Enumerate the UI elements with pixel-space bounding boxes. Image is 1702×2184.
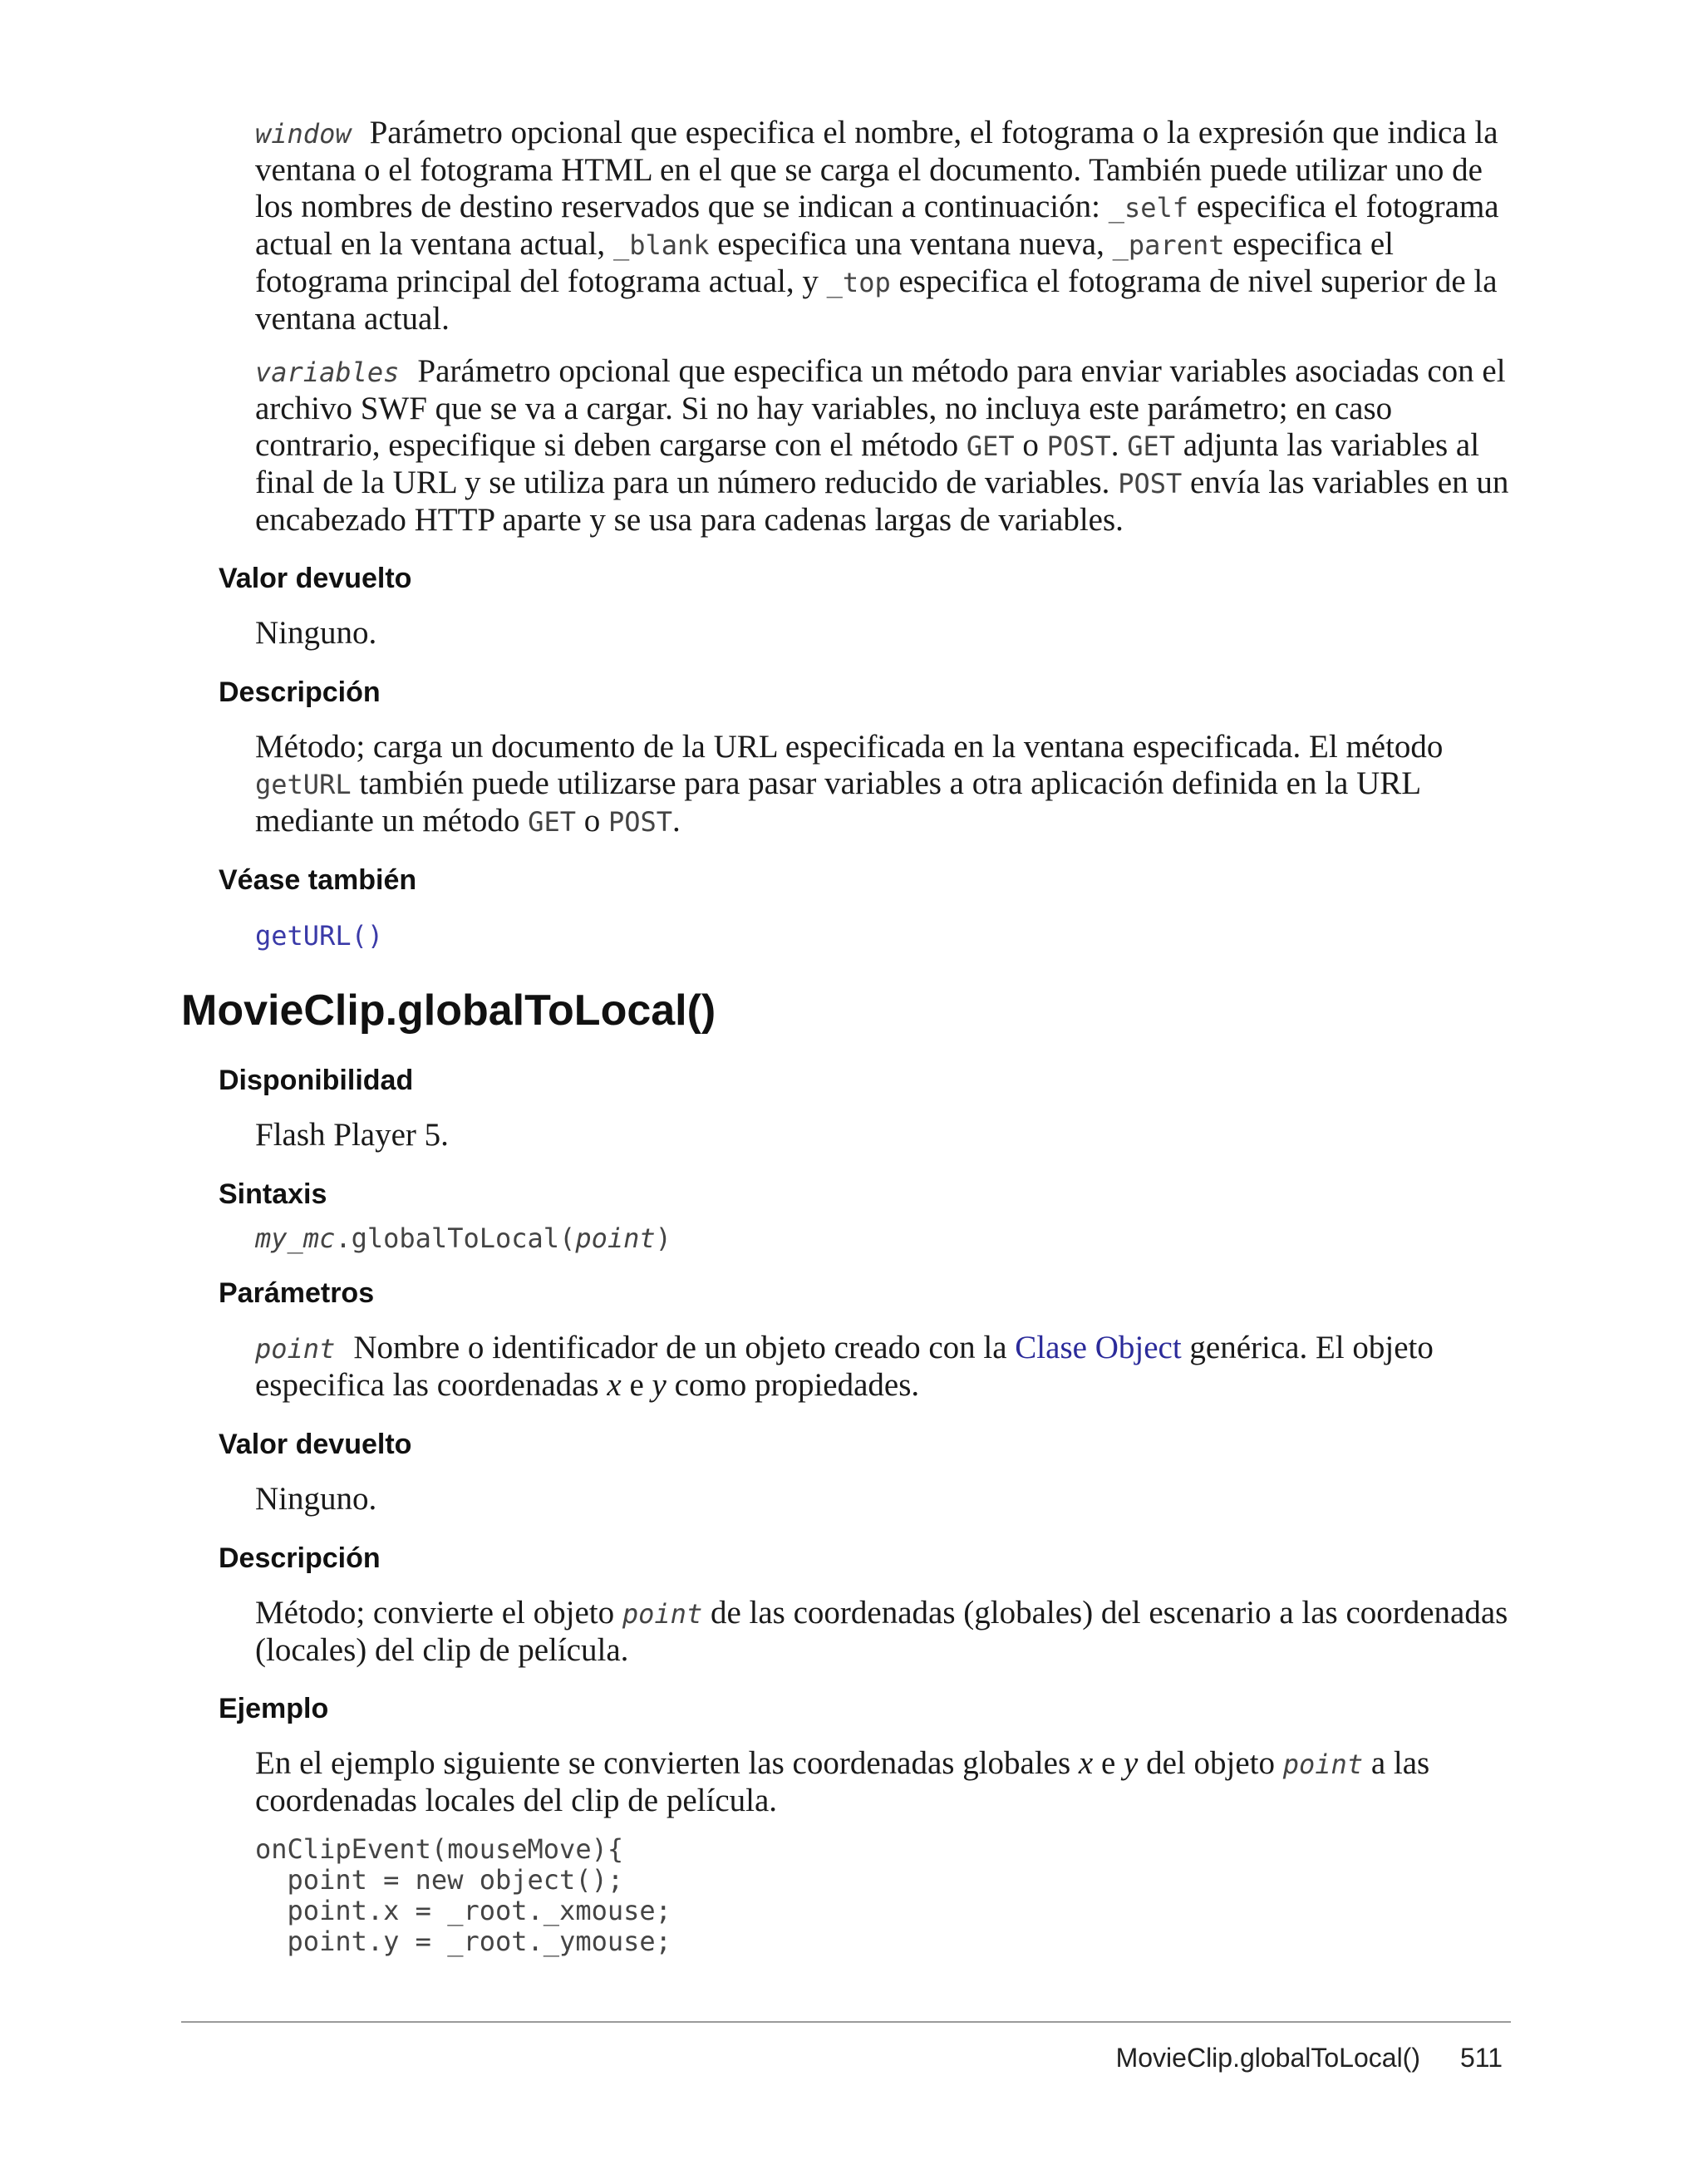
- param-name-variables: variables: [255, 357, 400, 388]
- footer-divider: [181, 2021, 1511, 2023]
- window-param-paragraph: window Parámetro opcional que especifica el nombre, el fotograma o la expresión que indica la ventana o el fotograma HTML en el que se carga el documento. También puede utilizar uno de los nombres de destino reservados que se indican a continuación: _self especifica el fotograma actual en la ventana actual, _blank especifica una ventana nueva, _parent especifica el fotograma principal del fotograma actual, y _top especifica el fotograma de nivel superior de la ventana actual.: [255, 115, 1499, 337]
- return-value-text-2: Ninguno.: [255, 1481, 377, 1517]
- footer-title: MovieClip.globalToLocal(): [1115, 2043, 1420, 2073]
- section-title: MovieClip.globalToLocal(): [181, 986, 716, 1035]
- param-name-window: window: [255, 118, 352, 150]
- class-object-link[interactable]: Clase Object: [1015, 1330, 1182, 1365]
- return-value-text: Ninguno.: [255, 615, 377, 651]
- return-value-heading: Valor devuelto: [219, 563, 412, 594]
- description-paragraph-2: Método; convierte el objeto point de las coordenadas (globales) del escenario a las coordenadas (locales) del clip de película.: [255, 1595, 1508, 1668]
- page-footer: [1116, 2043, 1503, 2073]
- parameters-heading: Parámetros: [219, 1277, 375, 1309]
- example-paragraph: En el ejemplo siguiente se convierten las coordenadas globales x e y del objeto point a las coordenadas locales del clip de película.: [255, 1745, 1430, 1818]
- description-heading-2: Descripción: [219, 1542, 381, 1574]
- syntax-heading: Sintaxis: [219, 1178, 327, 1210]
- param-name-point: point: [255, 1333, 336, 1365]
- syntax-line: my_mc.globalToLocal(point): [255, 1222, 671, 1254]
- availability-text: Flash Player 5.: [255, 1117, 449, 1153]
- example-heading: Ejemplo: [219, 1693, 329, 1724]
- description-paragraph: Método; carga un documento de la URL especificada en la ventana especificada. El método getURL también puede utilizarse para pasar variables a otra aplicación definida en la URL mediante un método GET o POST.: [255, 729, 1444, 839]
- see-also-paragraph: [255, 917, 1510, 954]
- return-value-heading-2: Valor devuelto: [219, 1429, 412, 1460]
- page-number: 511: [1459, 2043, 1503, 2073]
- availability-heading: Disponibilidad: [219, 1065, 414, 1096]
- point-param-paragraph: point Nombre o identificador de un objeto creado con la Clase Object genérica. El objeto especifica las coordenadas x e y como propiedades.: [255, 1330, 1434, 1403]
- description-heading: Descripción: [219, 676, 381, 708]
- see-also-link-getURL[interactable]: getURL(): [255, 920, 384, 952]
- example-code-block: onClipEvent(mouseMove){ point = new object(); point.x = _root._xmouse; point.y = _root._ymouse;: [255, 1833, 671, 1957]
- see-also-heading: Véase también: [219, 864, 417, 896]
- variables-param-paragraph: variables Parámetro opcional que especifica un método para enviar variables asociadas con el archivo SWF que se va a cargar. Si no hay variables, no incluya este parámetro; en caso contrario, especifique si deben cargarse con el método GET o POST. GET adjunta las variables al final de la URL y se utiliza para un número reducido de variables. POST envía las variables en un encabezado HTTP aparte y se usa para cadenas largas de variables.: [255, 353, 1509, 538]
